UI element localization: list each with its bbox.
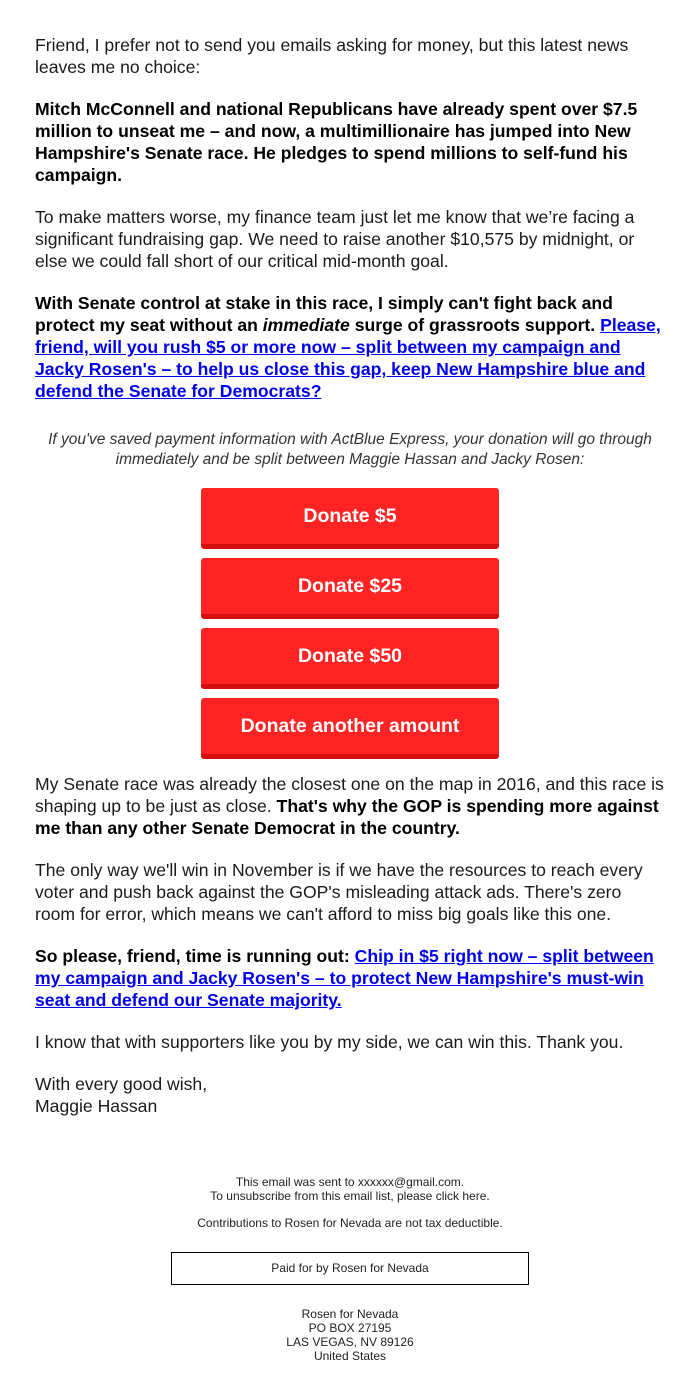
rush-donation-link[interactable]: Please, friend, will you rush $5 or more now – split between my campaign and Jacky Rosen's – to help us close this gap, keep New Hampshire blue and defend the Senate for Democrats?: [35, 315, 661, 401]
mailing-address: [35, 1307, 665, 1363]
chip-in-bold: So please, friend, time is running out:: [35, 946, 355, 966]
sent-to-text: This email was sent to xxxxxx@gmail.com.: [235, 1175, 465, 1189]
bold-text: Mitch McConnell and national Republicans have already spent over $7.5 million to unseat me – and now, a multimillionaire has jumped into New Hampshire's Senate race. He pledges to spend millions to self-fund his campaign.: [35, 99, 638, 185]
closest-race-bold: That's why the GOP is spending more against me than any other Senate Democrat in the country.: [35, 796, 659, 838]
intro-paragraph: Friend, I prefer not to send you emails asking for money, but this latest news leaves me no choice:: [35, 35, 629, 77]
urgent-bold-start: With Senate control at stake in this race, I simply can't fight back and protect my seat without an: [35, 293, 613, 335]
unsubscribe-link[interactable]: To unsubscribe from this email list, please click here.: [210, 1189, 490, 1203]
closest-race-paragraph: [35, 773, 665, 839]
urgent-ask-paragraph: [35, 292, 665, 402]
address-line: LAS VEGAS, NV 89126: [286, 1335, 414, 1349]
paid-for-box: Paid for by Rosen for Nevada: [171, 1252, 529, 1285]
bold-paragraph: [35, 98, 665, 186]
donate-button-group: [201, 488, 499, 759]
resources-paragraph: The only way we'll win in November is if we have the resources to reach every voter and push back against the GOP's misleading attack ads. There's zero room for error, which means we can't afford to miss big goals like this one.: [35, 860, 643, 924]
signature-name: Maggie Hassan: [35, 1096, 158, 1116]
actblue-express-note: If you've saved payment information with ActBlue Express, your donation will go through immediately and be split between Maggie Hassan and Jacky Rosen:: [48, 431, 652, 468]
tax-disclaimer: Contributions to Rosen for Nevada are not tax deductible.: [197, 1216, 503, 1230]
closest-race-text: My Senate race was already the closest one on the map in 2016, and this race is shaping up to be just as close.: [35, 774, 664, 816]
urgent-bold-italic: immediate: [262, 315, 350, 335]
email-footer: [35, 1175, 665, 1363]
donate-25-button[interactable]: Donate $25: [201, 558, 499, 619]
donate-other-amount-button[interactable]: Donate another amount: [201, 698, 499, 759]
donate-5-button[interactable]: Donate $5: [201, 488, 499, 549]
urgent-bold-end: surge of grassroots support.: [349, 315, 596, 335]
chip-in-paragraph: [35, 945, 665, 1011]
signoff-line: With every good wish,: [35, 1074, 208, 1094]
thank-you-paragraph: I know that with supporters like you by my side, we can win this. Thank you.: [35, 1032, 624, 1052]
chip-in-link[interactable]: Chip in $5 right now – split between my campaign and Jacky Rosen's – to protect New Hampshire's must-win seat and defend our Senate majority.: [35, 946, 654, 1010]
address-line: PO BOX 27195: [308, 1321, 392, 1335]
fundraising-gap-paragraph: To make matters worse, my finance team just let me know that we’re facing a significant fundraising gap. We need to raise another $10,575 by midnight, or else we could fall short of our critical mid-month goal.: [35, 207, 635, 271]
address-line: Rosen for Nevada: [301, 1307, 399, 1321]
address-line: United States: [313, 1349, 387, 1363]
signoff: [35, 1073, 665, 1117]
donate-50-button[interactable]: Donate $50: [201, 628, 499, 689]
